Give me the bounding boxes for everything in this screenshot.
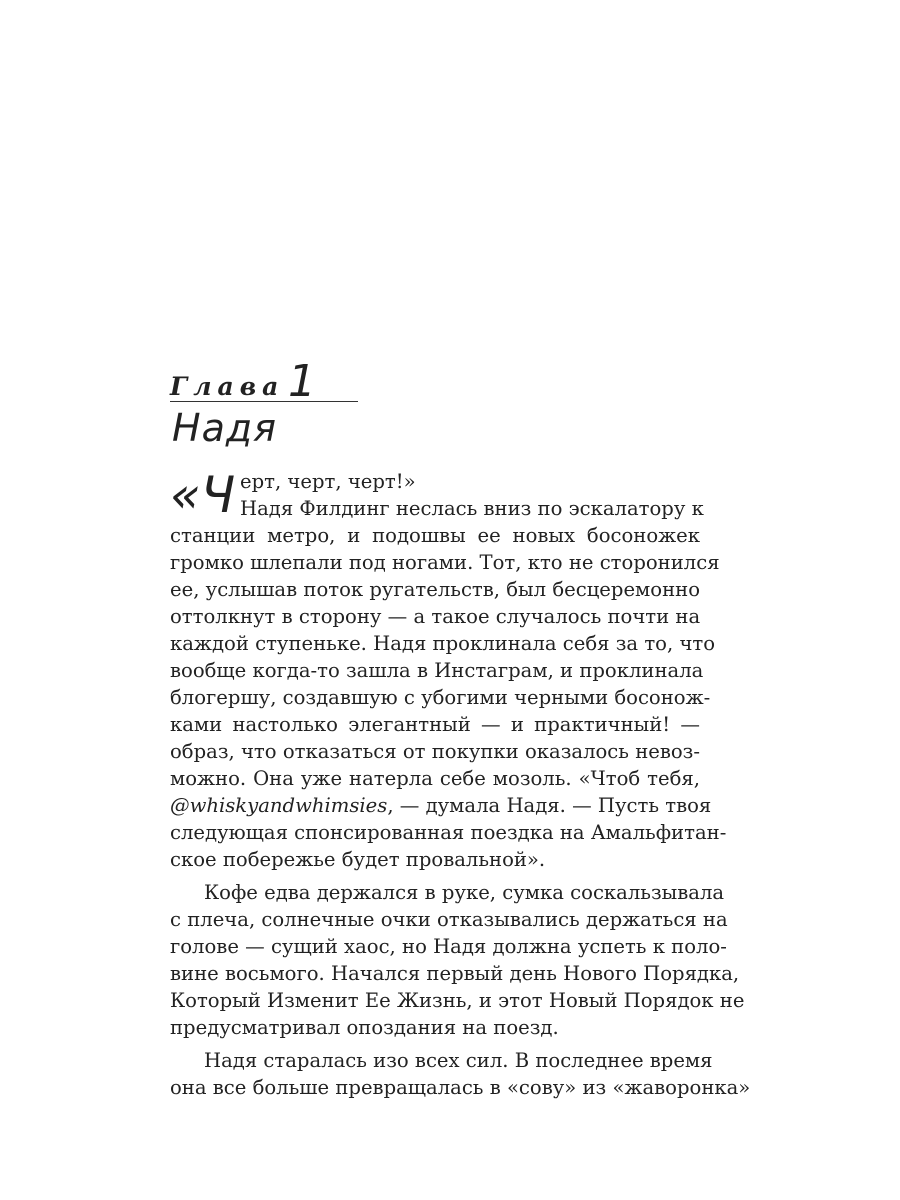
text-line: вине восьмого. Начался первый день Нового Порядка, bbox=[170, 962, 740, 985]
dropcap: «Ч bbox=[170, 466, 236, 524]
chapter-label: Глава bbox=[170, 372, 285, 401]
text-line: ками настолько элегантный — и практичный! — bbox=[170, 713, 700, 736]
text-fragment: , — думала Надя. — Пусть твоя bbox=[387, 794, 712, 817]
text-line: громко шлепали под ногами. Тот, кто не сторонился bbox=[170, 551, 720, 574]
text-line: можно. Она уже натерла себе мозоль. «Чтоб тебя, bbox=[170, 767, 700, 790]
text-line: Надя старалась изо всех сил. В последнее время bbox=[204, 1049, 713, 1072]
text-line: голове — сущий хаос, но Надя должна успеть к поло- bbox=[170, 935, 727, 958]
instagram-handle: @whiskyandwhimsies bbox=[170, 794, 388, 817]
text-line: ерт, черт, черт!» bbox=[240, 470, 416, 493]
text-line: предусматривал опоздания на поезд. bbox=[170, 1016, 559, 1039]
text-line: блогершу, создавшую с убогими черными босонож- bbox=[170, 686, 711, 709]
text-line: станции метро, и подошвы ее новых босоножек bbox=[170, 524, 700, 547]
text-line: образ, что отказаться от покупки оказалось невоз- bbox=[170, 740, 700, 763]
text-line: ское побережье будет провальной». bbox=[170, 848, 546, 871]
text-line: Надя Филдинг неслась вниз по эскалатору к bbox=[240, 497, 704, 520]
text-line: с плеча, солнечные очки отказывались держаться на bbox=[170, 908, 728, 931]
text-line: ее, услышав поток ругательств, был бесцеремонно bbox=[170, 578, 700, 601]
text-line-with-handle bbox=[170, 792, 712, 819]
paragraph-1 bbox=[170, 466, 727, 873]
text-line: каждой ступеньке. Надя проклинала себя за то, что bbox=[170, 632, 716, 655]
text-line: следующая спонсированная поездка на Амальфитан- bbox=[170, 821, 727, 844]
chapter-heading bbox=[170, 356, 360, 407]
body-text bbox=[170, 466, 751, 1101]
text-line: Который Изменит Ее Жизнь, и этот Новый Порядок не bbox=[170, 989, 745, 1012]
text-line: оттолкнут в сторону — а такое случалось почти на bbox=[170, 605, 701, 628]
chapter-rule bbox=[170, 401, 358, 402]
chapter-number: 1 bbox=[288, 356, 316, 407]
paragraph-3 bbox=[170, 1047, 751, 1101]
chapter-title: Надя bbox=[172, 406, 277, 450]
text-line: Кофе едва держался в руке, сумка соскальзывала bbox=[204, 881, 725, 904]
text-line: она все больше превращалась в «сову» из «жаворонка» bbox=[170, 1076, 751, 1099]
paragraph-2 bbox=[170, 879, 745, 1041]
text-line: вообще когда-то зашла в Инстаграм, и проклинала bbox=[170, 659, 704, 682]
